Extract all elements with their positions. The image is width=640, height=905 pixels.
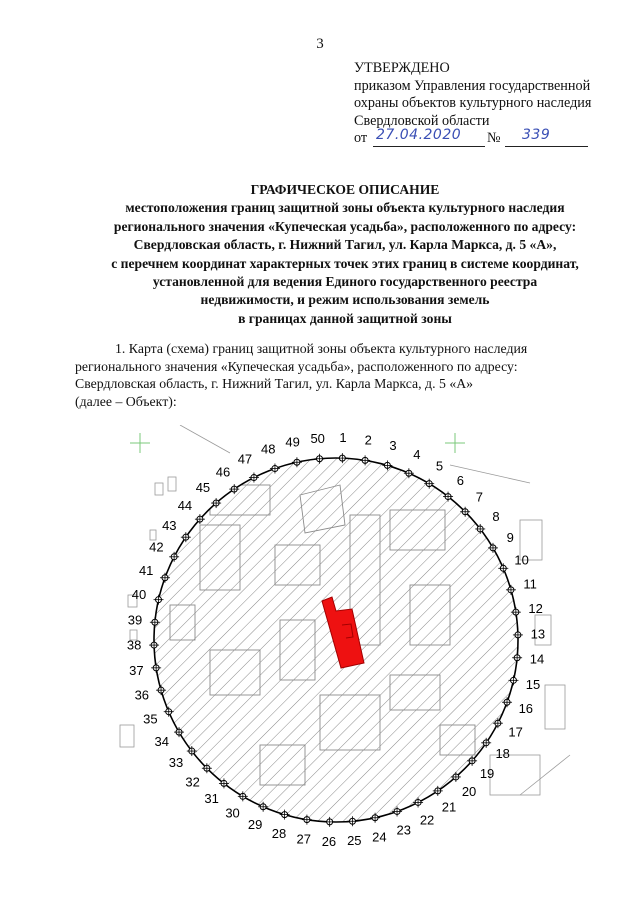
paragraph-line-4 (75, 393, 615, 411)
heading-line-5: установленной для ведения Единого государственного реестра (152, 274, 538, 290)
number-value: 339 (522, 127, 551, 143)
boundary-point-label: 26 (321, 833, 337, 849)
boundary-point-label: 15 (525, 676, 541, 692)
boundary-point-label: 23 (396, 822, 411, 838)
paragraph-line-3 (75, 375, 615, 393)
boundary-point-label: 6 (456, 472, 464, 488)
boundary-point-label: 42 (149, 539, 164, 555)
page-number: 3 (316, 36, 324, 52)
boundary-point-label: 9 (506, 529, 514, 545)
heading-line-1: местоположения границ защитной зоны объекта культурного наследия (125, 200, 565, 216)
boundary-point-label: 49 (285, 434, 300, 450)
heading-line-2: регионального значения «Купеческая усадьба», расположенного по адресу: (113, 218, 577, 234)
boundary-point-label: 48 (261, 441, 276, 457)
paragraph-line-1 (75, 340, 615, 358)
map-svg (90, 425, 590, 855)
boundary-point-label: 7 (475, 489, 483, 505)
boundary-point-label: 12 (528, 601, 543, 617)
boundary-point-label: 11 (523, 576, 537, 592)
heading-line-4: с перечнем координат характерных точек этих границ в системе координат, (111, 255, 579, 271)
boundary-point-label: 19 (479, 766, 495, 782)
date-prefix: от (354, 130, 368, 146)
boundary-point-label: 31 (204, 791, 219, 807)
boundary-point-label: 4 (413, 446, 421, 462)
body-paragraph (75, 340, 615, 410)
boundary-point-label: 24 (372, 829, 387, 845)
boundary-point-label: 13 (530, 626, 546, 642)
boundary-point-label: 1 (339, 430, 347, 446)
boundary-point-label: 21 (441, 799, 457, 815)
approval-line-2: охраны объектов культурного наследия (354, 95, 592, 111)
boundary-point-label: 41 (138, 562, 154, 578)
paragraph-text-3: Свердловская область, г. Нижний Тагил, ул. Карла Маркса, д. 5 «А» (75, 376, 474, 392)
heading-line-7: в границах данной защитной зоны (238, 310, 452, 326)
boundary-point-label: 33 (168, 755, 184, 771)
boundary-point-label: 34 (154, 734, 170, 750)
boundary-point-label: 44 (177, 497, 193, 513)
approval-line-1: приказом Управления государственной (354, 77, 591, 94)
boundary-point-label: 2 (364, 432, 372, 448)
protection-zone-map (90, 425, 590, 855)
paragraph-line-2 (75, 358, 615, 376)
boundary-point-label: 32 (185, 774, 200, 790)
document-heading (60, 181, 630, 328)
boundary-point-label: 38 (126, 637, 142, 653)
boundary-point-label: 30 (225, 805, 240, 821)
boundary-point-label: 37 (129, 662, 144, 678)
heading-line-3: Свердловская область, г. Нижний Тагил, ул. Карла Маркса, д. 5 «А», (133, 237, 557, 253)
heading-title: ГРАФИЧЕСКОЕ ОПИСАНИЕ (250, 182, 440, 197)
boundary-point-label: 46 (215, 464, 231, 480)
date-value: 27.04.2020 (376, 127, 462, 143)
boundary-point-label: 3 (389, 438, 397, 454)
boundary-point-label: 16 (518, 701, 534, 717)
boundary-point-label: 29 (247, 817, 263, 833)
boundary-point-label: 45 (195, 480, 211, 496)
paragraph-text-4: (далее – Объект): (75, 393, 177, 409)
heading-line-6: недвижимости, и режим использования земель (200, 292, 490, 308)
boundary-point-label: 36 (134, 687, 150, 703)
approval-block (354, 60, 634, 148)
boundary-point-label: 25 (347, 833, 362, 849)
boundary-point-label: 22 (419, 812, 435, 828)
boundary-point-label: 28 (271, 825, 287, 841)
boundary-point-label: 47 (237, 451, 253, 467)
boundary-point-label: 5 (435, 458, 444, 474)
paragraph-text-1: 1. Карта (схема) границ защитной зоны объекта культурного наследия (115, 341, 528, 356)
boundary-point-label: 40 (131, 587, 147, 603)
approval-title: УТВЕРЖДЕНО (354, 60, 450, 76)
approval-date-line (354, 127, 634, 148)
boundary-point-label: 39 (127, 612, 143, 628)
boundary-point-label: 43 (162, 517, 177, 533)
number-prefix: № (487, 130, 501, 146)
approval-line-3: Свердловской области (354, 112, 490, 129)
boundary-point-label: 8 (492, 508, 500, 524)
boundary-point-label: 18 (495, 746, 510, 762)
boundary-point-label: 20 (461, 783, 477, 799)
paragraph-text-2: регионального значения «Купеческая усадьба», расположенного по адресу: (75, 358, 518, 374)
boundary-point-label: 14 (529, 651, 545, 667)
boundary-point-label: 10 (514, 552, 529, 568)
boundary-point-label: 50 (310, 430, 325, 446)
boundary-point-label: 17 (508, 724, 523, 740)
boundary-point-label: 35 (143, 711, 158, 727)
boundary-point-label: 27 (296, 831, 311, 847)
